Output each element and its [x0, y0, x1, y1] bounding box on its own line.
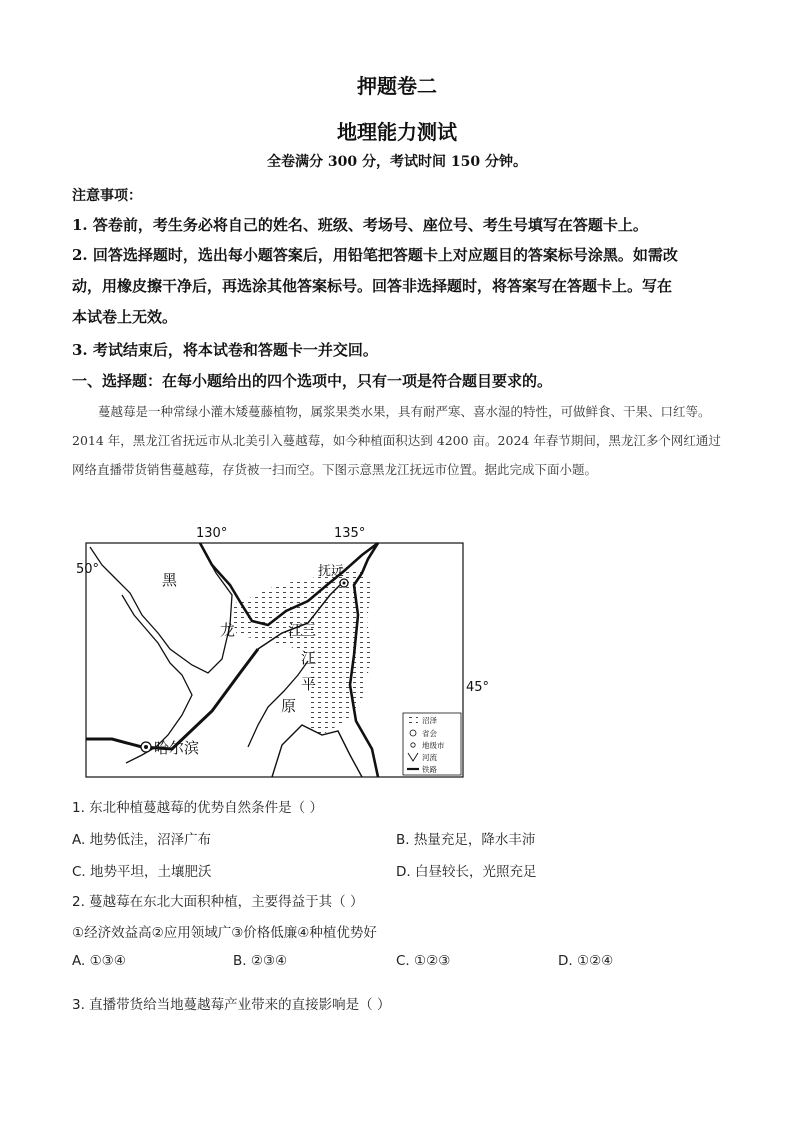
q1-option-d[interactable]: D. 白昼较长，光照充足	[396, 864, 537, 880]
map-legend	[403, 713, 461, 775]
lon-135-label: 135°	[334, 526, 366, 541]
legend-swamp-symbol	[408, 717, 418, 723]
fuyuan-location-map	[72, 525, 490, 780]
harbin-marker-dot	[144, 745, 148, 749]
paper-title: 押题卷二	[357, 74, 437, 98]
city-harbin-label: 哈尔滨	[154, 739, 200, 757]
note-item-2-line-1: 2. 回答选择题时，选出每小题答案后，用铅笔把答题卡上对应题目的答案标号涂黑。如需改	[72, 246, 678, 264]
question-2-stem: 2. 蔓越莓在东北大面积种植，主要得益于其（ ）	[72, 894, 364, 910]
q2-option-d[interactable]: D. ①②④	[558, 953, 614, 969]
city-fuyuan-label: 抚远	[318, 564, 345, 579]
q1-option-a[interactable]: A. 地势低洼，沼泽广布	[72, 832, 212, 848]
q1-option-b[interactable]: B. 热量充足，降水丰沛	[396, 832, 536, 848]
fuyuan-marker-dot	[343, 582, 346, 585]
legend-city: 地级市	[422, 741, 445, 750]
exam-info: 全卷满分 300 分，考试时间 150 分钟。	[267, 154, 527, 170]
note-item-3: 3. 考试结束后，将本试卷和答题卡一并交回。	[72, 341, 378, 359]
legend-railway: 铁路	[422, 765, 437, 774]
lat-45-label: 45°	[466, 680, 490, 695]
sanjiang-plain-char-2: 江	[301, 649, 317, 667]
heilongjiang-char-3: 江	[288, 621, 304, 639]
sanjiang-plain-char-1: 三	[301, 621, 317, 639]
section-heading: 一、选择题：在每小题给出的四个选项中，只有一项是符合题目要求的。	[72, 372, 553, 390]
question-3-stem: 3. 直播带货给当地蔓越莓产业带来的直接影响是（ ）	[72, 997, 391, 1013]
passage	[72, 397, 722, 484]
legend-river: 河流	[422, 753, 437, 762]
note-item-1: 1. 答卷前，考生务必将自己的姓名、班级、考场号、座位号、考生号填写在答题卡上。	[72, 216, 648, 234]
paper-subject: 地理能力测试	[337, 120, 457, 144]
passage-text: 蔓越莓是一种常绿小灌木矮蔓藤植物，属浆果类水果，具有耐严寒、喜水湿的特性，可做鲜食、干果、口红等。2014 年，黑龙江省抚远市从北美引入蔓越莓，如今种植面积达到 4200 亩。2024 年春节期间，黑龙江多个网红通过网络直播带货销售蔓越莓，存货被一扫而空。下图示意黑龙江抚远市位置。据此完成下面小题。	[72, 404, 721, 477]
sanjiang-plain-char-4: 原	[281, 697, 297, 715]
lat-50-label: 50°	[76, 562, 100, 577]
notes-heading: 注意事项：	[72, 188, 142, 204]
q2-option-b[interactable]: B. ②③④	[233, 953, 288, 969]
q1-option-c[interactable]: C. 地势平坦，土壤肥沃	[72, 864, 212, 880]
legend-city-symbol	[411, 743, 415, 747]
q2-option-c[interactable]: C. ①②③	[396, 953, 451, 969]
legend-capital-symbol	[410, 730, 416, 736]
sanjiang-plain-char-3: 平	[301, 675, 317, 693]
q2-option-a[interactable]: A. ①③④	[72, 953, 126, 969]
question-1-stem: 1. 东北种植蔓越莓的优势自然条件是（ ）	[72, 800, 323, 816]
legend-swamp: 沼泽	[422, 716, 437, 725]
lon-130-label: 130°	[196, 526, 228, 541]
note-item-2-line-3: 本试卷上无效。	[72, 308, 178, 326]
note-item-2-line-2: 动，用橡皮擦干净后，再选涂其他答案标号。回答非选择题时，将答案写在答题卡上。写在	[72, 277, 673, 295]
heilongjiang-char-2: 龙	[220, 621, 236, 639]
heilongjiang-char-1: 黑	[162, 571, 178, 589]
legend-capital: 省会	[422, 729, 437, 738]
question-2-statements: ①经济效益高②应用领域广③价格低廉④种植优势好	[72, 925, 377, 941]
